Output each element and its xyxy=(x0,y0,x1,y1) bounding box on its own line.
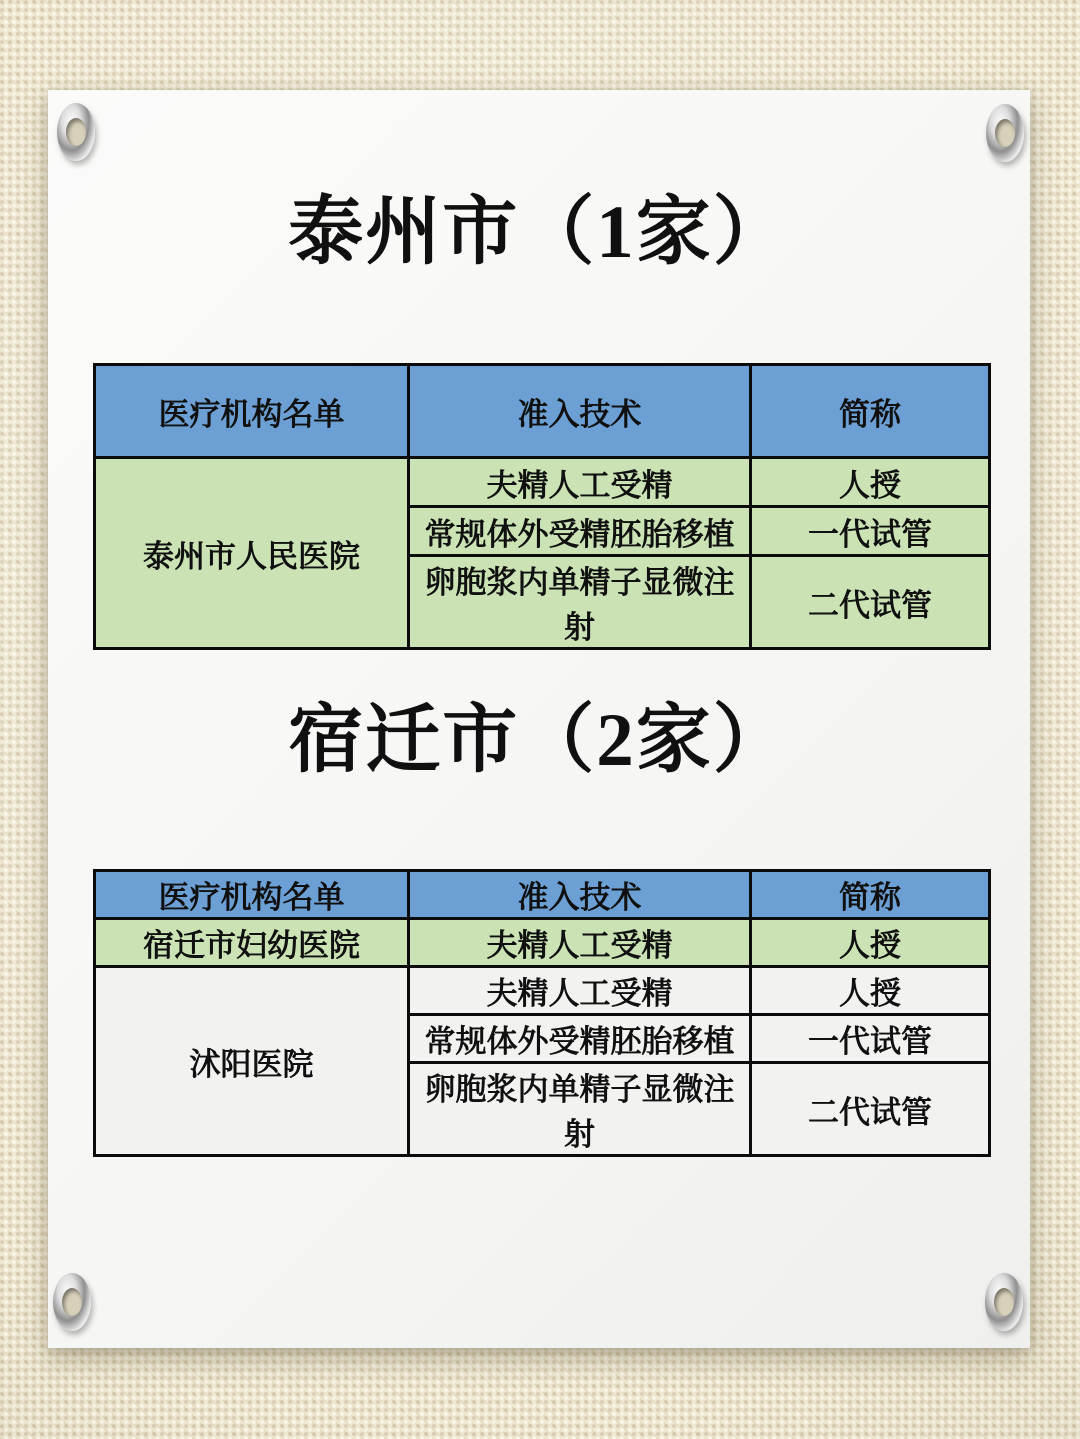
abbreviation-cell: 一代试管 xyxy=(751,507,990,556)
header-row xyxy=(95,871,990,919)
section-title-taizhou: 泰州市（1家） xyxy=(288,191,790,274)
abbreviation-cell: 一代试管 xyxy=(751,1015,990,1063)
table-row xyxy=(95,967,990,1015)
hospital-name-cell: 宿迁市妇幼医院 xyxy=(95,919,409,967)
column-header: 医疗机构名单 xyxy=(95,365,409,458)
abbreviation-cell: 二代试管 xyxy=(751,1063,990,1156)
grommet-icon xyxy=(985,1273,1023,1331)
technology-cell: 卵胞浆内单精子显微注射 xyxy=(409,556,751,649)
hospital-name-cell: 沭阳医院 xyxy=(95,967,409,1156)
column-header: 简称 xyxy=(751,365,990,458)
poster-paper xyxy=(48,90,1030,1348)
abbreviation-cell: 人授 xyxy=(751,919,990,967)
suqian-hospitals-table xyxy=(93,869,991,1157)
technology-cell: 常规体外受精胚胎移植 xyxy=(409,1015,751,1063)
grommet-icon xyxy=(986,104,1024,162)
abbreviation-cell: 二代试管 xyxy=(751,556,990,649)
table-row xyxy=(95,919,990,967)
column-header: 准入技术 xyxy=(409,365,751,458)
table-row xyxy=(95,458,990,507)
section-title-suqian: 宿迁市（2家） xyxy=(288,699,790,782)
column-header: 医疗机构名单 xyxy=(95,871,409,919)
abbreviation-cell: 人授 xyxy=(751,458,990,507)
column-header: 准入技术 xyxy=(409,871,751,919)
grommet-icon xyxy=(57,103,95,161)
hospital-name-cell: 泰州市人民医院 xyxy=(95,458,409,649)
technology-cell: 夫精人工受精 xyxy=(409,967,751,1015)
header-row xyxy=(95,365,990,458)
grommet-icon xyxy=(53,1273,91,1331)
technology-cell: 常规体外受精胚胎移植 xyxy=(409,507,751,556)
taizhou-hospitals-table xyxy=(93,363,991,650)
column-header: 简称 xyxy=(751,871,990,919)
abbreviation-cell: 人授 xyxy=(751,967,990,1015)
technology-cell: 夫精人工受精 xyxy=(409,919,751,967)
technology-cell: 夫精人工受精 xyxy=(409,458,751,507)
technology-cell: 卵胞浆内单精子显微注射 xyxy=(409,1063,751,1156)
